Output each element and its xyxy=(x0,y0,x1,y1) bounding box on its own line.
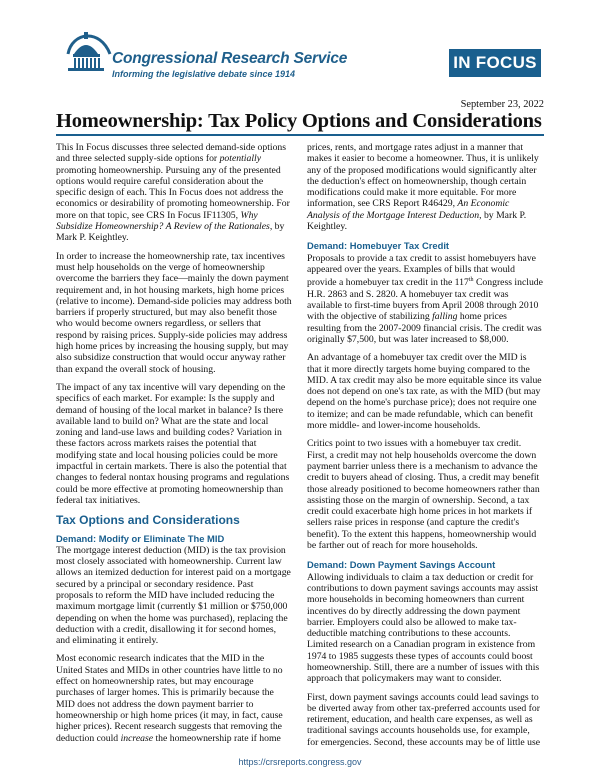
continued-paragraph: prices, rents, and mortgage rates adjust in a manner that makes it easier to become a homeowner. Thus, it is unlikely any of the proposed modifications would significantly alter the deduction's effect on homeownership, though certain modifications could make it more equitable. For more information, see CRS Report R46429, An Economic Analysis of the Mortgage Interest Deduction, by Mark P. Keightley. xyxy=(307,142,539,233)
tax-credit-paragraph-1: Proposals to provide a tax credit to assist homebuyers have appeared over the years. Examples of bills that would provide a homebuyer tax credit in the 117th Congress include H.R. 2863 and S. 2820. A homebuyer tax credit was available to first-time buyers from April 2008 through 2010 with the objective of stabilizing falling home prices resulting from the 2007-2009 financial crisis. The credit was originally $7,500, but was later increased to $8,000. xyxy=(307,252,543,345)
mid-heading: Demand: Modify or Eliminate The MID xyxy=(56,532,225,544)
footer-url[interactable]: https://crsreports.congress.gov xyxy=(238,757,362,767)
tax-credit-paragraph-3: Critics point to two issues with a homebuyer tax credit. First, a credit may not help households overcome the down payment barrier unless there is a mechanism to advance the credit to buyers ahead of closing. Thus, a credit may benefit those already positioned to become homeowners rather than assisting those on the margin of ownership. Second, a tax credit could exacerbate high home prices in hot markets if sellers raise prices in response (and capture the credit's benefit). To the extent this happens, homeownership would be farther out of reach for more households. xyxy=(307,438,540,552)
intro-paragraph: This In Focus discusses three selected demand-side options and three selected supply-side options for potentially promoting homeownership. Pursuing any of the presented options would require careful consideration about the specific design of each. This In Focus does not address the economics or desirability of promoting homeownership. For more on that topic, see CRS In Focus IF11305, Why Subsidize Homeownership? A Review of the Rationales, by Mark P. Keightley. xyxy=(56,142,290,244)
mid-paragraph-2: Most economic research indicates that the MID in the United States and MIDs in other countries have little to no effect on homeownership rates, but may encourage purchases of larger homes. This is primarily because the MID does not address the down payment barrier to homeownership or high home prices (it may, in fact, cause higher prices). Recent research suggests that removing the deduction could increase the homeownership rate if home xyxy=(56,653,283,744)
org-tagline: Informing the legislative debate since 1914 xyxy=(112,69,296,79)
capitol-dome-icon xyxy=(62,24,112,74)
title-divider xyxy=(56,134,544,136)
down-payment-heading: Demand: Down Payment Savings Account xyxy=(307,559,496,571)
in-focus-badge: IN FOCUS xyxy=(449,49,541,77)
barriers-paragraph: In order to increase the homeownership rate, tax incentives must help households on the verge of homeownership overcome the barriers they face—mainly the down payment requirement and, in hot housing markets, high home prices (relative to income). Demand-side policies may address both barriers if properly structured, but may also benefit those who would become owners regardless, or sellers that respond by raising prices. Supply-side policies may address high home prices by increasing the housing supply, but may also subsidize construction that would occur anyway rather than expand the overall stock of housing. xyxy=(56,250,292,375)
page-header xyxy=(0,0,600,92)
left-column xyxy=(56,142,292,751)
mid-paragraph-1: The mortgage interest deduction (MID) is the tax provision most closely associated with homeownership. Current law allows an itemized deduction for interest paid on a mortgage secured by a principal or secondary residence. Past proposals to reform the MID have included reducing the maximum mortgage limit (currently $1 million or $750,000 depending on when the home was purchased), replacing the deduction with a credit, disallowing it for second homes, and eliminating it entirely. xyxy=(56,544,291,647)
page-title: Homeownership: Tax Policy Options and Considerations xyxy=(56,110,542,132)
tax-credit-heading: Demand: Homebuyer Tax Credit xyxy=(307,240,450,252)
tax-credit-paragraph-2: An advantage of a homebuyer tax credit over the MID is that it more directly targets home buying compared to the MID. A tax credit may also be more equitable since its value does not depend on one's tax rate, as with the MID (but may depend on the home's purchase price); does not require one to itemize; and can be made refundable, which can benefit more middle- and lower-income households. xyxy=(307,352,542,432)
publication-date: September 23, 2022 xyxy=(460,99,544,110)
down-payment-paragraph-2: First, down payment savings accounts could lead savings to be diverted away from other tax-preferred accounts used for retirement, education, and health care expenses, as well as traditional savings accounts households use, for example, for emergencies. Second, these accounts may be of little use xyxy=(307,691,541,748)
org-name: Congressional Research Service xyxy=(112,50,348,67)
section-heading: Tax Options and Considerations xyxy=(56,513,240,528)
down-payment-paragraph-1: Allowing individuals to claim a tax deduction or credit for contributions to down payment savings accounts may assist more households in becoming homeowners than current incentives do by directly addressing the down payment barrier. Employers could also be allowed to make tax-deductible matching contributions to these accounts. Limited research on a Canadian program in existence from 1974 to 1985 suggests these types of accounts could boost homeownership. Still, there are a number of issues with this approach that policymakers may want to consider. xyxy=(307,571,540,685)
right-column xyxy=(307,142,543,755)
market-impact-paragraph: The impact of any tax incentive will vary depending on the specifics of each market. For example: Is the supply and demand of housing of the local market in balance? Is there available land to build on? What are the state and local zoning and land-use laws and building codes? Variation in these factors across markets raises the potential that modifying state and local housing policies could be more impactful in certain markets. There is also the potential that changes to federal nontax housing programs and regulations could be more effective at promoting homeownership than federal tax initiatives. xyxy=(56,381,290,506)
